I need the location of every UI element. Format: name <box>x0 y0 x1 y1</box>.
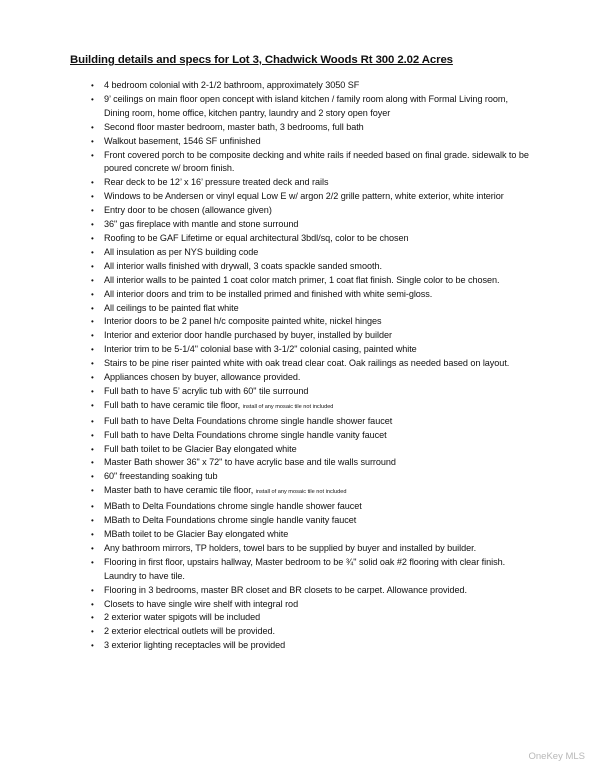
bullet-icon: • <box>91 192 94 202</box>
bullet-icon: • <box>91 150 94 160</box>
list-item-text: Master bath to have ceramic tile floor, <box>104 485 256 496</box>
list-item <box>91 415 534 429</box>
list-item <box>91 385 534 399</box>
bullet-icon: • <box>91 599 94 609</box>
list-item <box>91 484 534 500</box>
list-item-note: install of any mosaic tile not included <box>255 489 347 496</box>
list-item-text: All interior doors and trim to be installed primed and finished with white semi-gloss. <box>104 288 433 299</box>
list-item-text: Interior trim to be 5-1/4" colonial base with 3-1/2" colonial casing, painted white <box>104 344 417 355</box>
list-item-text: Full bath to have Delta Foundations chrome single handle vanity faucet <box>104 429 387 440</box>
bullet-icon: • <box>91 178 94 188</box>
bullet-icon: • <box>91 81 94 90</box>
bullet-icon: • <box>91 543 94 553</box>
bullet-icon: • <box>91 557 94 567</box>
list-item <box>91 176 534 190</box>
list-item <box>91 135 534 149</box>
bullet-icon: • <box>91 345 94 355</box>
bullet-icon: • <box>91 331 94 341</box>
bullet-icon: • <box>91 416 94 426</box>
list-item-text: Full bath to have ceramic tile floor, <box>104 399 243 410</box>
document-title: Building details and specs for Lot 3, Chadwick Woods Rt 300 2.02 Acres <box>70 54 453 66</box>
bullet-icon: • <box>91 613 94 623</box>
list-item-text: Flooring in 3 bedrooms, master BR closet and BR closets to be carpet. Allowance provided. <box>104 584 468 595</box>
bullet-icon: • <box>91 261 94 271</box>
bullet-icon: • <box>91 627 94 637</box>
list-item-text: 36" gas fireplace with mantle and stone surround <box>104 219 299 230</box>
bullet-icon: • <box>91 233 94 243</box>
list-item-text: Windows to be Andersen or vinyl equal Low E w/ argon 2/2 grille pattern, white exterior, white interior <box>104 191 504 202</box>
list-item <box>91 611 534 625</box>
list-item <box>91 302 534 316</box>
bullet-icon: • <box>91 386 94 396</box>
list-item <box>91 288 534 302</box>
bullet-icon: • <box>91 275 94 285</box>
list-item <box>91 598 534 612</box>
list-item-text: Entry door to be chosen (allowance given) <box>104 205 272 216</box>
bullet-icon: • <box>91 206 94 216</box>
list-item <box>91 556 534 584</box>
list-item <box>91 514 534 528</box>
list-item <box>91 232 534 246</box>
list-item-text: Appliances chosen by buyer, allowance provided. <box>104 372 301 383</box>
list-item <box>91 329 534 343</box>
list-item-text: Second floor master bedroom, master bath, 3 bedrooms, full bath <box>104 121 364 132</box>
list-item <box>91 190 534 204</box>
list-item <box>91 246 534 260</box>
list-item <box>91 542 534 556</box>
list-item-text: All interior walls finished with drywall, 3 coats spackle sanded smooth. <box>104 260 382 271</box>
list-item <box>91 399 534 415</box>
bullet-icon: • <box>91 220 94 230</box>
bullet-icon: • <box>91 247 94 257</box>
bullet-icon: • <box>91 502 94 512</box>
list-item-text: 60" freestanding soaking tub <box>104 471 218 482</box>
bullet-icon: • <box>91 516 94 526</box>
spec-list <box>91 79 534 653</box>
list-item <box>91 204 534 218</box>
list-item-text: Roofing to be GAF Lifetime or equal architectural 3bdl/sq, color to be chosen <box>104 232 409 243</box>
list-item <box>91 500 534 514</box>
list-item-text: Stairs to be pine riser painted white with oak tread clear coat. Oak railings as needed based on layout. <box>104 358 510 369</box>
bullet-icon: • <box>91 289 94 299</box>
list-item <box>91 443 534 457</box>
list-item-text: Flooring in first floor, upstairs hallway, Master bedroom to be ¾" solid oak #2 flooring with clear finish. Laundry to have tile. <box>104 556 506 581</box>
list-item <box>91 456 534 470</box>
list-item-text: 3 exterior lighting receptacles will be provided <box>104 640 286 651</box>
list-item <box>91 79 534 93</box>
bullet-icon: • <box>91 458 94 468</box>
bullet-icon: • <box>91 94 94 104</box>
list-item-text: Walkout basement, 1546 SF unfinished <box>104 135 261 146</box>
bullet-icon: • <box>91 430 94 440</box>
list-item <box>91 274 534 288</box>
list-item <box>91 93 534 121</box>
list-item-text: Full bath to have 5’ acrylic tub with 60" tile surround <box>104 385 309 396</box>
bullet-icon: • <box>91 444 94 454</box>
bullet-icon: • <box>91 122 94 132</box>
list-item-text: Full bath to have Delta Foundations chrome single handle shower faucet <box>104 415 393 426</box>
bullet-icon: • <box>91 400 94 410</box>
list-item-text: Front covered porch to be composite decking and white rails if needed based on final grade. sidewalk to be poured concrete w/ broom finish. <box>104 149 529 174</box>
list-item <box>91 357 534 371</box>
list-item <box>91 429 534 443</box>
list-item-text: All insulation as per NYS building code <box>104 246 259 257</box>
bullet-icon: • <box>91 359 94 369</box>
watermark: OneKey MLS <box>528 751 585 762</box>
list-item <box>91 260 534 274</box>
list-item-text: Interior doors to be 2 panel h/c composite painted white, nickel hinges <box>104 316 382 327</box>
list-item <box>91 625 534 639</box>
list-item <box>91 121 534 135</box>
bullet-icon: • <box>91 373 94 383</box>
bullet-icon: • <box>91 530 94 539</box>
list-item-text: Rear deck to be 12’ x 16’ pressure treated deck and rails <box>104 177 329 188</box>
list-item-note: install of any mosaic tile not included <box>242 403 334 410</box>
list-item <box>91 470 534 484</box>
list-item-text: Master Bath shower 36" x 72" to have acrylic base and tile walls surround <box>104 457 396 468</box>
list-item-text: All interior walls to be painted 1 coat color match primer, 1 coat flat finish. Single color to be chosen. <box>104 274 500 285</box>
list-item <box>91 218 534 232</box>
list-item-text: MBath to Delta Foundations chrome single handle shower faucet <box>104 501 362 512</box>
list-item-text: 9’ ceilings on main floor open concept with island kitchen / family room along with Formal Living room, Dining room, home office, kitchen pantry, laundry and 2 story open foyer <box>104 93 508 118</box>
list-item <box>91 343 534 357</box>
list-item-text: All ceilings to be painted flat white <box>104 302 239 313</box>
list-item-text: MBath to Delta Foundations chrome single handle vanity faucet <box>104 515 357 526</box>
bullet-icon: • <box>91 641 94 651</box>
list-item <box>91 371 534 385</box>
list-item-text: Full bath toilet to be Glacier Bay elongated white <box>104 443 297 454</box>
bullet-icon: • <box>91 136 94 146</box>
list-item-text: 2 exterior water spigots will be included <box>104 612 261 623</box>
list-item <box>91 528 534 542</box>
list-item <box>91 584 534 598</box>
list-item-text: 4 bedroom colonial with 2-1/2 bathroom, approximately 3050 SF <box>104 80 360 90</box>
bullet-icon: • <box>91 317 94 327</box>
list-item-text: 2 exterior electrical outlets will be provided. <box>104 626 276 637</box>
bullet-icon: • <box>91 585 94 595</box>
list-item <box>91 149 534 177</box>
list-item <box>91 315 534 329</box>
list-item-text: Interior and exterior door handle purchased by buyer, installed by builder <box>104 330 392 341</box>
list-item-text: Any bathroom mirrors, TP holders, towel bars to be supplied by buyer and installed by builder. <box>104 542 477 553</box>
bullet-icon: • <box>91 472 94 482</box>
bullet-icon: • <box>91 303 94 313</box>
list-item <box>91 639 534 653</box>
list-item-text: MBath toilet to be Glacier Bay elongated white <box>104 529 289 539</box>
list-item-text: Closets to have single wire shelf with integral rod <box>104 598 299 609</box>
bullet-icon: • <box>91 486 94 496</box>
